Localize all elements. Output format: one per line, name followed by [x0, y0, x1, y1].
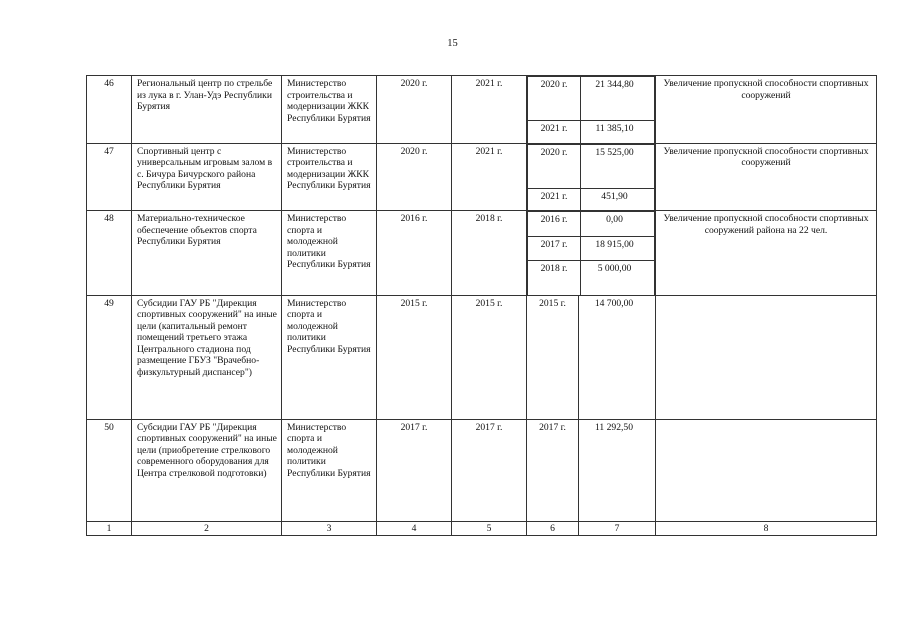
column-number: 8	[656, 521, 877, 536]
financing-cell	[527, 76, 656, 144]
start-year: 2017 г.	[377, 419, 452, 521]
start-year: 2020 г.	[377, 76, 452, 144]
end-year: 2017 г.	[452, 419, 527, 521]
financing-year: 2017 г.	[528, 237, 581, 261]
start-year: 2016 г.	[377, 211, 452, 296]
column-number: 7	[579, 521, 656, 536]
table-row	[87, 211, 877, 296]
project-name: Спортивный центр с универсальным игровым залом в с. Бичура Бичурского района Республики Бурятия	[132, 143, 282, 211]
project-name: Материально-техническое обеспечение объектов спорта Республики Бурятия	[132, 211, 282, 296]
page-number: 15	[447, 38, 458, 49]
financing-amount: 11 292,50	[579, 419, 656, 521]
financing-amount: 15 525,00	[581, 144, 655, 188]
expected-result: Увеличение пропускной способности спортивных сооружений	[656, 76, 877, 144]
table-row	[87, 419, 877, 521]
expected-result: Увеличение пропускной способности спортивных сооружений	[656, 143, 877, 211]
financing-year: 2020 г.	[528, 77, 581, 121]
ministry-name: Министерство спорта и молодежной политики Республики Бурятия	[282, 419, 377, 521]
financing-table	[527, 144, 655, 211]
financing-amount: 21 344,80	[581, 77, 655, 121]
ministry-name: Министерство спорта и молодежной политики Республики Бурятия	[282, 295, 377, 419]
expected-result: Увеличение пропускной способности спортивных сооружений района на 22 чел.	[656, 211, 877, 296]
project-name: Субсидии ГАУ РБ "Дирекция спортивных сооружений" на иные цели (капитальный ремонт помещений третьего этажа Центрального стадиона под размещение ГБУЗ "Врачебно-физкультурный диспансер")	[132, 295, 282, 419]
financing-year: 2016 г.	[528, 212, 581, 237]
project-name: Региональный центр по стрельбе из лука в г. Улан-Удэ Республики Бурятия	[132, 76, 282, 144]
financing-amount: 451,90	[581, 188, 655, 210]
column-number: 1	[87, 521, 132, 536]
financing-table	[527, 211, 655, 295]
financing-cell	[527, 143, 656, 211]
program-table	[86, 75, 877, 536]
financing-year: 2018 г.	[528, 261, 581, 295]
start-year: 2020 г.	[377, 143, 452, 211]
row-number: 48	[87, 211, 132, 296]
start-year: 2015 г.	[377, 295, 452, 419]
column-number: 5	[452, 521, 527, 536]
row-number: 47	[87, 143, 132, 211]
column-number: 6	[527, 521, 579, 536]
financing-amount: 0,00	[581, 212, 655, 237]
financing-year: 2015 г.	[527, 295, 579, 419]
end-year: 2021 г.	[452, 143, 527, 211]
row-number: 46	[87, 76, 132, 144]
column-number: 2	[132, 521, 282, 536]
column-numbers-row	[87, 521, 877, 536]
end-year: 2015 г.	[452, 295, 527, 419]
row-number: 49	[87, 295, 132, 419]
financing-year: 2017 г.	[527, 419, 579, 521]
table-row	[87, 295, 877, 419]
financing-amount: 14 700,00	[579, 295, 656, 419]
ministry-name: Министерство строительства и модернизации ЖКК Республики Бурятия	[282, 143, 377, 211]
project-name: Субсидии ГАУ РБ "Дирекция спортивных сооружений" на иные цели (приобретение стрелкового современного оборудования для Центра стрелковой подготовки)	[132, 419, 282, 521]
expected-result	[656, 419, 877, 521]
financing-year: 2020 г.	[528, 144, 581, 188]
financing-amount: 11 385,10	[581, 121, 655, 143]
financing-table	[527, 76, 655, 143]
ministry-name: Министерство строительства и модернизации ЖКК Республики Бурятия	[282, 76, 377, 144]
financing-amount: 5 000,00	[581, 261, 655, 295]
expected-result	[656, 295, 877, 419]
column-number: 4	[377, 521, 452, 536]
row-number: 50	[87, 419, 132, 521]
end-year: 2018 г.	[452, 211, 527, 296]
financing-year: 2021 г.	[528, 121, 581, 143]
column-number: 3	[282, 521, 377, 536]
table-row	[87, 143, 877, 211]
financing-cell	[527, 211, 656, 296]
table-row	[87, 76, 877, 144]
end-year: 2021 г.	[452, 76, 527, 144]
financing-amount: 18 915,00	[581, 237, 655, 261]
ministry-name: Министерство спорта и молодежной политики Республики Бурятия	[282, 211, 377, 296]
financing-year: 2021 г.	[528, 188, 581, 210]
